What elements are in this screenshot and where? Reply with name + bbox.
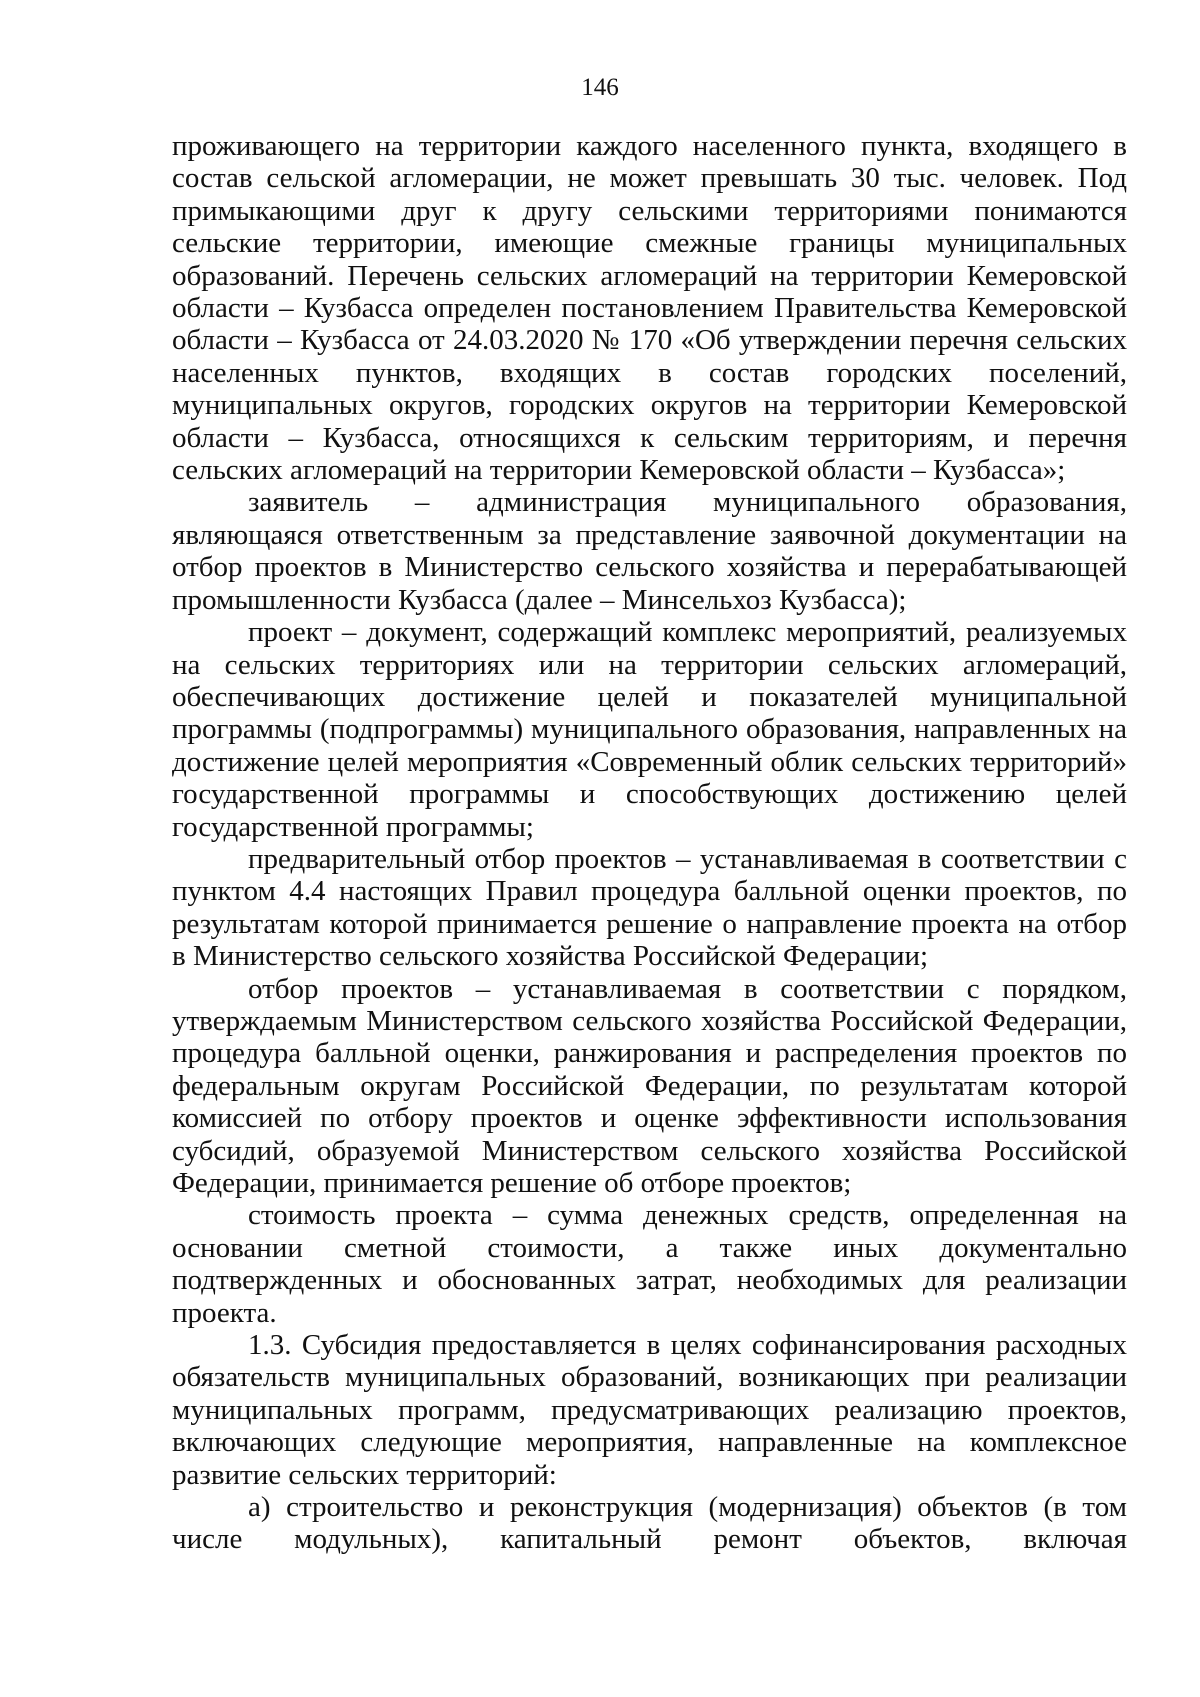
paragraph-agglomeration-definition: проживающего на территории каждого населенного пункта, входящего в состав сельской агломерации, не может превышать 30 тыс. человек. Под примыкающими друг к другу сельскими территориями понимаются сельские территории, имеющие смежные границы муниципальных образований. Перечень сельских агломераций на территории Кемеровской области – Кузбасса определен постановлением Правительства Кемеровской области – Кузбасса от 24.03.2020 № 170 «Об утверждении перечня сельских населенных пунктов, входящих в состав городских поселений, муниципальных округов, городских округов на территории Кемеровской области – Кузбасса, относящихся к сельским территориям, и перечня сельских агломераций на территории Кемеровской области – Кузбасса»; [172, 130, 1127, 487]
paragraph-project-definition: проект – документ, содержащий комплекс мероприятий, реализуемых на сельских территориях или на территории сельских агломераций, обеспечивающих достижение целей и показателей муниципальной программы (подпрограммы) муниципального образования, направленных на достижение целей мероприятия «Современный облик сельских территорий» государственной программы и способствующих достижению целей государственной программы; [172, 616, 1127, 843]
page-number: 146 [581, 74, 619, 101]
paragraph-applicant-definition: заявитель – администрация муниципального образования, являющаяся ответственным за представление заявочной документации на отбор проектов в Министерство сельского хозяйства и перерабатывающей промышленности Кузбасса (далее – Минсельхоз Кузбасса); [172, 486, 1127, 616]
paragraph-item-a: а) строительство и реконструкция (модернизация) объектов (в том числе модульных), капитальный ремонт объектов, включая [172, 1491, 1127, 1556]
paragraph-project-cost-definition: стоимость проекта – сумма денежных средств, определенная на основании сметной стоимости, а также иных документально подтвержденных и обоснованных затрат, необходимых для реализации проекта. [172, 1199, 1127, 1329]
document-body [172, 130, 1127, 1556]
paragraph-preliminary-selection-definition: предварительный отбор проектов – устанавливаемая в соответствии с пунктом 4.4 настоящих Правил процедура балльной оценки проектов, по результатам которой принимается решение о направление проекта на отбор в Министерство сельского хозяйства Российской Федерации; [172, 842, 1127, 973]
paragraph-project-selection-definition: отбор проектов – устанавливаемая в соответствии с порядком, утверждаемым Министерством сельского хозяйства Российской Федерации, процедура балльной оценки, ранжирования и распределения проектов по федеральным округам Российской Федерации, по результатам которой комиссией по отбору проектов и оценке эффективности использования субсидий, образуемой Министерством сельского хозяйства Российской Федерации, принимается решение об отборе проектов; [172, 972, 1127, 1199]
paragraph-section-1-3: 1.3. Субсидия предоставляется в целях софинансирования расходных обязательств муниципальных образований, возникающих при реализации муниципальных программ, предусматривающих реализацию проектов, включающих следующие мероприятия, направленные на комплексное развитие сельских территорий: [172, 1329, 1127, 1491]
